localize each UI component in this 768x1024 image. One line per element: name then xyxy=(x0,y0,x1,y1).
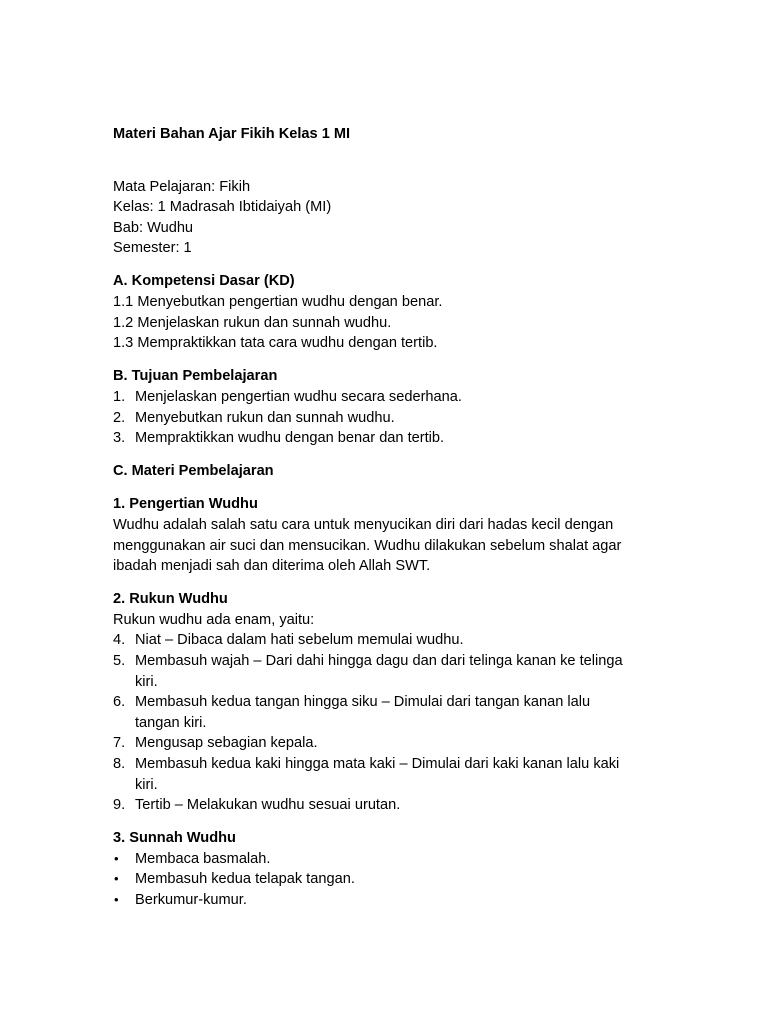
list-item-text: Berkumur-kumur. xyxy=(135,892,247,908)
rukun-list xyxy=(113,630,653,815)
kd-item: 1.2 Menjelaskan rukun dan sunnah wudhu. xyxy=(113,314,392,331)
list-item-text: Mengusap sebagian kepala. xyxy=(135,735,318,752)
meta-class: Kelas: 1 Madrasah Ibtidaiyah (MI) xyxy=(113,199,332,216)
subsection-heading: 1. Pengertian Wudhu xyxy=(113,496,258,513)
list-item-text: Membasuh kedua kaki hingga mata kaki – Dimulai dari kaki kanan lalu kaki xyxy=(135,755,620,772)
bullet-icon: • xyxy=(114,871,119,887)
list-number: 3. xyxy=(113,430,126,447)
list-item-text: Tertib – Melakukan wudhu sesuai urutan. xyxy=(135,797,401,814)
list-item xyxy=(113,651,653,692)
meta-chapter: Bab: Wudhu xyxy=(113,219,194,236)
subsection-heading: 3. Sunnah Wudhu xyxy=(113,830,236,847)
list-item-text: Menjelaskan pengertian wudhu secara sederhana. xyxy=(135,388,462,405)
section-heading: B. Tujuan Pembelajaran xyxy=(113,368,278,385)
section-tujuan-pembelajaran xyxy=(113,366,653,448)
list-item xyxy=(113,849,653,870)
subsection-pengertian-wudhu xyxy=(113,494,653,576)
kd-item: 1.1 Menyebutkan pengertian wudhu dengan benar. xyxy=(113,294,443,311)
list-item xyxy=(113,387,653,408)
section-materi-pembelajaran xyxy=(113,461,653,482)
list-item xyxy=(113,692,653,733)
list-item-text: Membaca basmalah. xyxy=(135,850,271,867)
subsection-intro: Rukun wudhu ada enam, yaitu: xyxy=(113,611,315,628)
list-number: 4. xyxy=(113,632,126,649)
kd-item: 1.3 Mempraktikkan tata cara wudhu dengan tertib. xyxy=(113,335,438,352)
list-item xyxy=(113,754,653,795)
meta-subject: Mata Pelajaran: Fikih xyxy=(113,178,251,195)
list-item-text: tangan kiri. xyxy=(135,714,207,731)
bullet-icon: • xyxy=(114,850,119,866)
section-kompetensi-dasar xyxy=(113,271,653,353)
list-item xyxy=(113,795,653,816)
list-item-text: Menyebutkan rukun dan sunnah wudhu. xyxy=(135,409,395,426)
list-number: 6. xyxy=(113,694,126,711)
subsection-heading: 2. Rukun Wudhu xyxy=(113,591,228,608)
bullet-icon: • xyxy=(114,892,119,907)
paragraph xyxy=(113,515,653,577)
list-item xyxy=(113,890,653,911)
list-item xyxy=(113,428,653,449)
list-item-text: Mempraktikkan wudhu dengan benar dan tertib. xyxy=(135,430,445,447)
document-title: Materi Bahan Ajar Fikih Kelas 1 MI xyxy=(113,126,351,142)
list-item-text: kiri. xyxy=(135,776,158,793)
list-item-text: Membasuh kedua telapak tangan. xyxy=(135,871,355,888)
list-number: 2. xyxy=(113,409,126,426)
paragraph-line: Wudhu adalah salah satu cara untuk menyucikan diri dari hadas kecil dengan xyxy=(113,516,614,533)
subsection-rukun-wudhu xyxy=(113,589,653,816)
list-item xyxy=(113,630,653,651)
document-page xyxy=(113,124,653,911)
list-item xyxy=(113,869,653,890)
meta-semester: Semester: 1 xyxy=(113,240,192,257)
paragraph-line: ibadah menjadi sah dan diterima oleh Allah SWT. xyxy=(113,558,431,575)
list-item xyxy=(113,733,653,754)
list-item-text: Membasuh kedua tangan hingga siku – Dimulai dari tangan kanan lalu xyxy=(135,694,591,711)
list-number: 7. xyxy=(113,735,126,752)
list-item xyxy=(113,408,653,429)
list-number: 5. xyxy=(113,652,126,669)
document-meta xyxy=(113,177,653,259)
section-heading: C. Materi Pembelajaran xyxy=(113,463,274,480)
list-number: 1. xyxy=(113,388,126,405)
tujuan-list xyxy=(113,387,653,449)
list-item-text: Niat – Dibaca dalam hati sebelum memulai wudhu. xyxy=(135,632,464,649)
sunnah-list xyxy=(113,849,653,911)
paragraph-line: menggunakan air suci dan mensucikan. Wudhu dilakukan sebelum shalat agar xyxy=(113,537,622,554)
subsection-sunnah-wudhu xyxy=(113,828,653,910)
section-heading: A. Kompetensi Dasar (KD) xyxy=(113,273,295,290)
list-item-text: Membasuh wajah – Dari dahi hingga dagu dan dari telinga kanan ke telinga xyxy=(135,652,623,669)
list-item-text: kiri. xyxy=(135,673,158,690)
list-number: 8. xyxy=(113,755,126,772)
list-number: 9. xyxy=(113,797,126,814)
